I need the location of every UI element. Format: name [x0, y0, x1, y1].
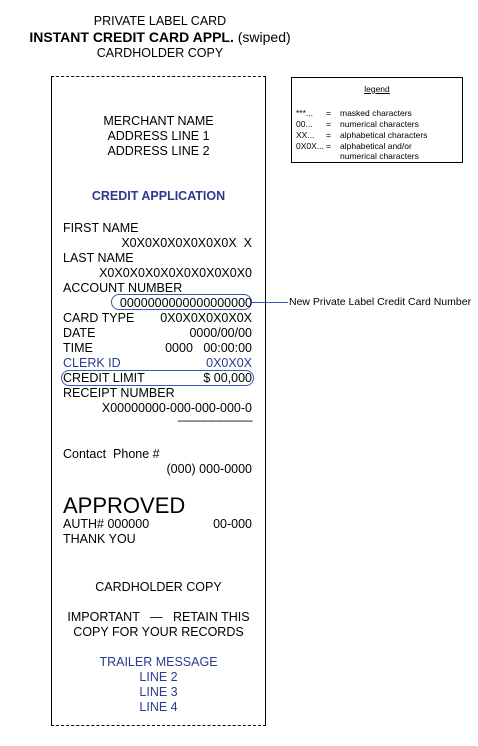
legend-eq: = — [326, 119, 331, 129]
thank-you: THANK YOU — [63, 532, 136, 546]
date-value: 0000/00/00 — [189, 326, 252, 340]
card-type-label: CARD TYPE — [63, 311, 135, 325]
receipt-number-value: X00000000-000-000-000-0 — [101, 401, 252, 415]
credit-limit-value: $ 00,000 — [203, 371, 252, 385]
merchant-name: MERCHANT NAME — [103, 114, 214, 128]
header-suffix: (swiped) — [237, 29, 291, 45]
contact-phone-value: (000) 000-0000 — [166, 462, 252, 476]
address-line-1: ADDRESS LINE 1 — [107, 129, 210, 143]
first-name-value: X0X0X0X0X0X0X0X X — [121, 236, 252, 250]
section-title: CREDIT APPLICATION — [91, 189, 226, 203]
time-value: 0000 00:00:00 — [165, 341, 252, 355]
legend-key: XX... — [296, 130, 315, 140]
auth-number: AUTH# 000000 — [63, 517, 150, 531]
legend-desc: masked characters — [340, 108, 412, 118]
date-label: DATE — [63, 326, 96, 340]
trailer-line-2: LINE 2 — [139, 670, 178, 684]
legend-item — [296, 108, 412, 119]
important-notice-2: COPY FOR YOUR RECORDS — [73, 625, 244, 639]
credit-limit-label: CREDIT LIMIT — [63, 371, 145, 385]
legend-eq: = — [326, 130, 331, 140]
legend-key: 0X0X... — [296, 141, 324, 151]
important-notice-1: IMPORTANT — RETAIN THIS — [67, 610, 250, 624]
legend-eq: = — [326, 108, 331, 118]
callout-line — [252, 302, 288, 303]
legend-desc: alphabetical and/or — [340, 141, 412, 151]
address-line-2: ADDRESS LINE 2 — [107, 144, 210, 158]
trailer-line-3: LINE 3 — [139, 685, 178, 699]
last-name-value: X0X0X0X0X0X0X0X0X0X0 — [99, 266, 252, 280]
approved-status: APPROVED — [63, 493, 186, 518]
receipt-number-label: RECEIPT NUMBER — [63, 386, 175, 400]
account-number-label: ACCOUNT NUMBER — [63, 281, 183, 295]
legend-item — [296, 119, 419, 130]
legend-desc-cont: numerical characters — [340, 151, 419, 161]
legend-eq: = — [326, 141, 331, 151]
first-name-label: FIRST NAME — [63, 221, 139, 235]
account-number-value: 0000000000000000000 — [119, 296, 252, 310]
separator-line: ---------------------------- — [177, 415, 252, 427]
header-line-1: PRIVATE LABEL CARD — [93, 14, 227, 28]
time-label: TIME — [63, 341, 93, 355]
cardholder-copy-label: CARDHOLDER COPY — [95, 580, 222, 594]
legend-item — [296, 130, 427, 141]
trailer-message: TRAILER MESSAGE — [99, 655, 218, 669]
legend-desc: numerical characters — [340, 119, 419, 129]
trailer-line-4: LINE 4 — [139, 700, 178, 714]
card-type-value: 0X0X0X0X0X0X — [160, 311, 252, 325]
last-name-label: LAST NAME — [63, 251, 134, 265]
legend-box — [291, 77, 463, 163]
header-line-2 — [0, 29, 320, 45]
legend-key: 00... — [296, 119, 313, 129]
legend-title: legend — [364, 84, 390, 94]
callout-label: New Private Label Credit Card Number — [289, 296, 472, 308]
legend-key: ***... — [296, 108, 314, 118]
auth-code: 00-000 — [213, 517, 252, 531]
clerk-id-label: CLERK ID — [63, 356, 121, 370]
contact-phone-label: Contact Phone # — [63, 447, 160, 461]
clerk-id-value: 0X0X0X — [206, 356, 252, 370]
legend-desc: alphabetical characters — [340, 130, 428, 140]
header-line-3: CARDHOLDER COPY — [96, 46, 224, 60]
header-title: INSTANT CREDIT CARD APPL. — [29, 29, 234, 45]
